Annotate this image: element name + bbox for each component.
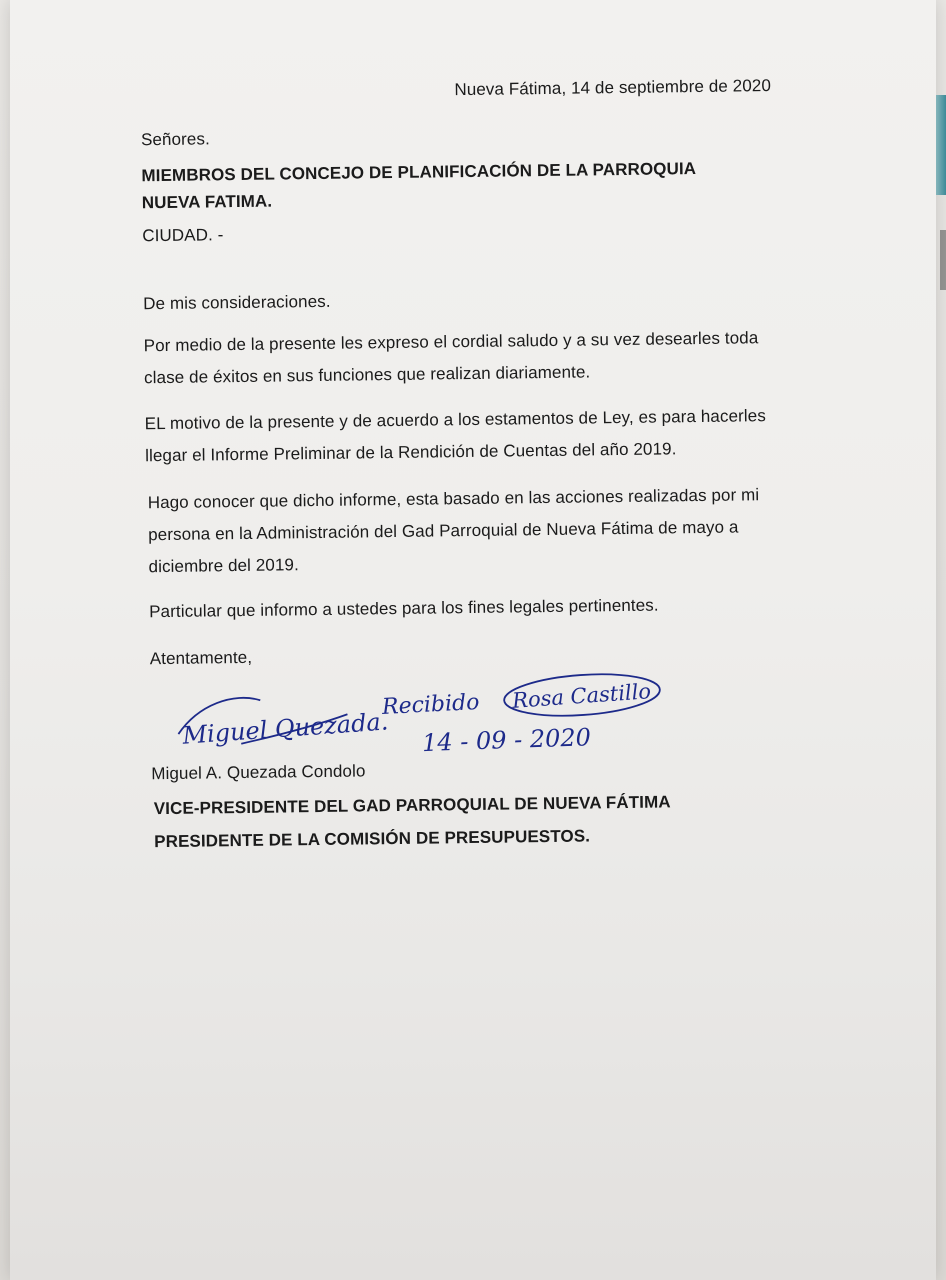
city-line: CIUDAD. -	[142, 225, 224, 246]
addressee-line-2: NUEVA FATIMA.	[141, 191, 273, 213]
paragraph-3-line-3: diciembre del 2019.	[148, 555, 299, 577]
paragraph-1-line-1: Por medio de la presente les expreso el cordial saludo y a su vez desearles toda	[143, 328, 759, 356]
closing: Atentamente,	[149, 647, 253, 669]
paragraph-2-line-1: EL motivo de la presente y de acuerdo a los estamentos de Ley, es para hacerles	[144, 406, 766, 434]
paragraph-3-line-2: persona en la Administración del Gad Parroquial de Nueva Fátima de mayo a	[148, 517, 739, 545]
signer-title-1: VICE-PRESIDENTE DEL GAD PARROQUIAL DE NUEVA FÁTIMA	[153, 792, 671, 819]
paragraph-1-line-2: clase de éxitos en sus funciones que realizan diariamente.	[143, 362, 591, 388]
salutation: Señores.	[140, 129, 210, 150]
received-date: 14 - 09 - 2020	[421, 723, 592, 758]
signer-name: Miguel A. Quezada Condolo	[151, 761, 366, 784]
paragraph-4: Particular que informo a ustedes para los fines legales pertinentes.	[149, 595, 659, 622]
handwritten-signature	[176, 688, 389, 750]
received-label: Recibido	[381, 689, 480, 720]
greeting: De mis consideraciones.	[143, 291, 331, 314]
received-by-name: Rosa Castillo	[511, 679, 652, 713]
signer-title-2: PRESIDENTE DE LA COMISIÓN DE PRESUPUESTOS.	[154, 826, 591, 852]
addressee-line-1: MIEMBROS DEL CONCEJO DE PLANIFICACIÓN DE LA PARROQUIA	[141, 159, 697, 186]
place-date: Nueva Fátima, 14 de septiembre de 2020	[454, 76, 772, 100]
received-by-stamp	[503, 670, 661, 721]
signature-text: Miguel Quezada.	[181, 707, 390, 750]
paragraph-3-line-1: Hago conocer que dicho informe, esta basado en las acciones realizadas por mi	[147, 485, 760, 513]
paragraph-2-line-2: llegar el Informe Preliminar de la Rendición de Cuentas del año 2019.	[145, 439, 677, 466]
